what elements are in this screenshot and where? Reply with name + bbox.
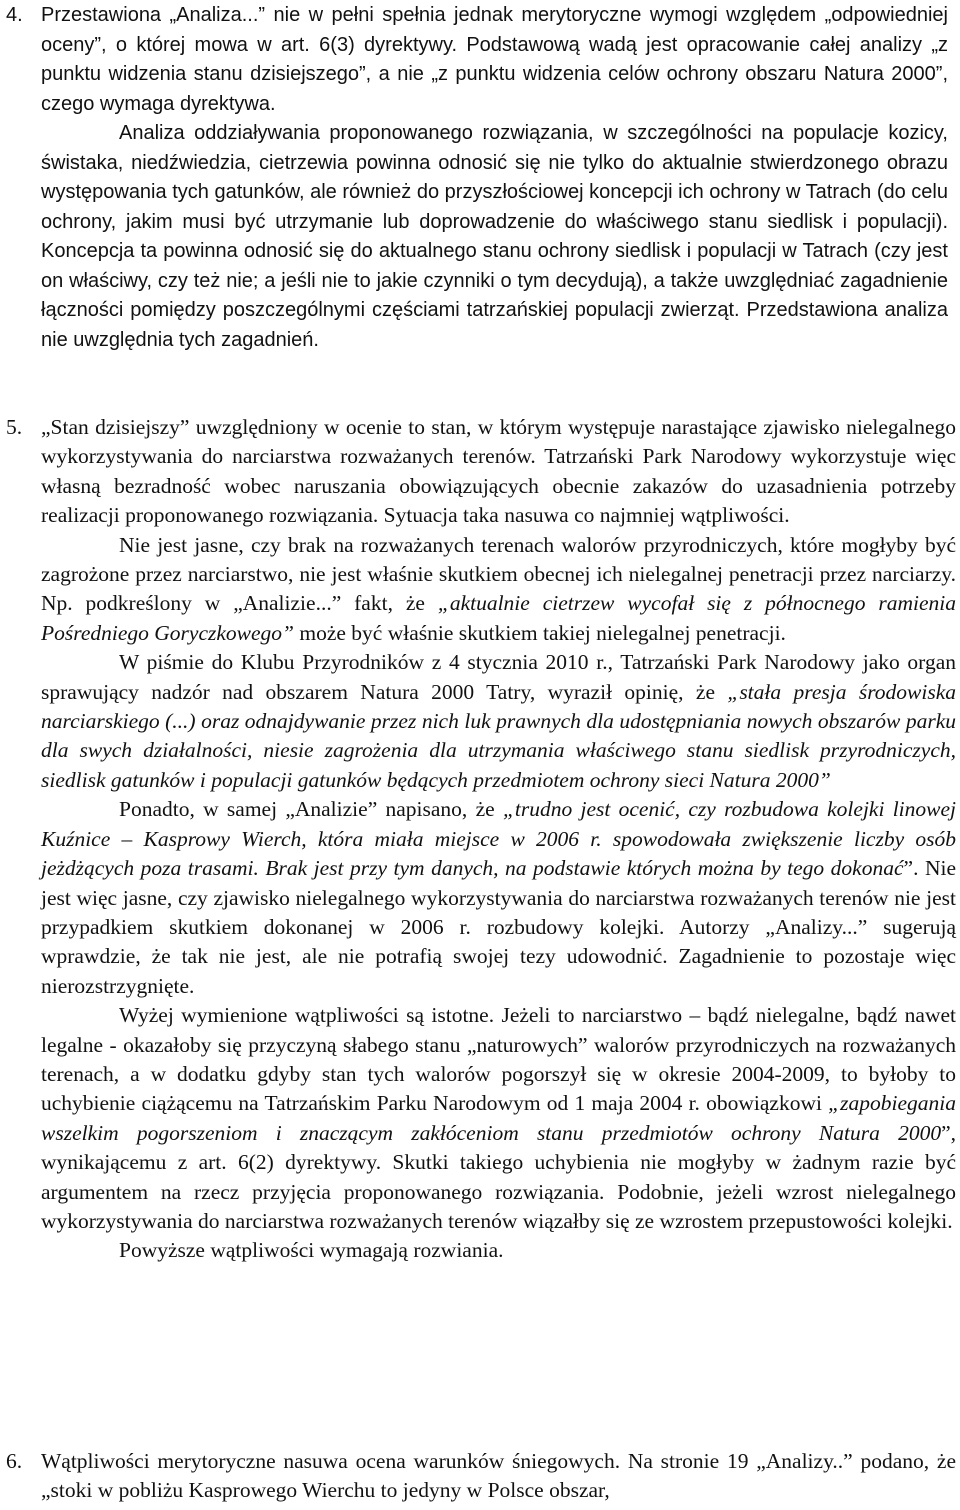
text-segment: Wątpliwości merytoryczne nasuwa ocena warunków śniegowych. Na stronie 19 „Analizy..” podano, że „stoki w pobliżu Kasprowego Wierchu to jedyny w Polsce obszar, — [41, 1449, 956, 1503]
text-segment: W piśmie do Klubu Przyrodników z 4 stycznia 2010 r., Tatrzański Park Narodowy jako organ sprawujący nadzór nad obszarem Natura 2000 Tatry, wyraził opinię, że — [41, 650, 956, 704]
paragraph — [41, 648, 956, 795]
italic-quote: „aktualnie cietrzew wycofał się z północnego ramienia Pośredniego Goryczkowego” — [41, 591, 956, 645]
paragraph — [41, 413, 956, 531]
list-item-4 — [0, 1, 960, 355]
text-segment: Powyższe wątpliwości wymagają rozwiania. — [119, 1238, 504, 1263]
item-number: 5. — [6, 415, 23, 439]
italic-quote: „stała presja środowiska narciarskiego (...) oraz odnajdywanie przez nich luk prawnych dla udostępniania nowych obszarów parku dla swych działalności, niesie zagrożenia dla utrzymania właściwego stanu siedlisk przyrodniczych, siedlisk gatunków i populacji gatunków będących przedmiotem ochrony sieci Natura 2000” — [41, 679, 956, 792]
text-segment: Analiza oddziaływania proponowanego rozwiązania, w szczególności na populacje kozicy, świstaka, niedźwiedzia, cietrzewia powinna odnosić się nie tylko do aktualnie stwierdzonego obrazu występowania tych gatunków, ale również do przyszłościowej koncepcji ich ochrony w Tatrach (do celu ochrony, jakim musi być utrzymanie lub doprowadzenie do właściwego stanu siedlisk i populacji). Koncepcja ta powinna odnosić się do aktualnego stanu ochrony siedlisk i populacji w Tatrach (czy jest on właściwy, czy też nie; a jeśli nie to jakie czynniki o tym decydują), a także uwzględniać zagadnienie łączności pomiędzy poszczególnymi częściami tatrzańskiej populacji zwierząt. Przedstawiona analiza nie uwzględnia tych zagadnień. — [41, 122, 948, 351]
italic-quote: „zapobiegania wszelkim pogorszeniom i znaczącym zakłóceniom stanu przedmiotów ochrony Natura 2000 — [41, 1091, 956, 1145]
paragraph — [41, 1, 948, 119]
item-number: 6. — [6, 1449, 23, 1473]
list-item-5 — [0, 413, 960, 1266]
italic-quote: „trudno jest ocenić, czy rozbudowa kolejki linowej Kuźnice – Kasprowy Wierch, która miała miejsce w 2006 r. spowodowała zwiększenie liczby osób jeżdżących poza trasami. Brak jest przy tym danych, na podstawie których można by tego dokonać — [41, 797, 957, 881]
text-segment: ”, wynikającemu z art. 6(2) dyrektywy. Skutki takiego uchybienia nie mogłyby w żadnym razie być argumentem na rzecz przyjęcia proponowanego rozwiązania. Podobnie, jeżeli wzrost nielegalnego wykorzystywania do narciarstwa rozważanych terenów wiązałby się ze wzrostem przepustowości kolejki. — [41, 1120, 956, 1233]
text-segment: ”. Nie jest więc jasne, czy zjawisko nielegalnego wykorzystywania do narciarstwa rozważanych terenów nie jest przypadkiem skutkiem dokonanej w 2006 r. rozbudowy kolejki. Autorzy „Analizy...” sugerują wprawdzie, że tak nie jest, ale nie potrafią swojej tezy udowodnić. Zagadnienie to pozostaje więc nierozstrzygnięte. — [41, 856, 956, 998]
paragraph — [41, 1001, 956, 1236]
item-number: 4. — [6, 4, 23, 26]
text-segment: „Stan dzisiejszy” uwzględniony w ocenie to stan, w którym występuje narastające zjawisko nielegalnego wykorzystywania do narciarstwa rozważanych terenów. Tatrzański Park Narodowy wykorzystuje więc własną bezradność wobec naruszania obowiązujących obecnie zakazów do uzasadnienia potrzeby realizacji proponowanego rozwiązania. Sytuacja taka nasuwa co najmniej wątpliwości. — [41, 415, 956, 528]
text-segment: Nie jest jasne, czy brak na rozważanych terenach walorów przyrodniczych, które mogłyby być zagrożone przez narciarstwo, nie jest właśnie skutkiem obecnej ich nielegalnej penetracji przez narciarzy. Np. podkreślony w „Analizie...” fakt, że — [41, 532, 956, 616]
text-segment: Ponadto, w samej „Analizie” napisano, że — [119, 797, 503, 822]
paragraph — [41, 119, 948, 355]
paragraph — [41, 795, 956, 1001]
list-item-6 — [0, 1447, 960, 1506]
paragraph — [41, 1236, 956, 1265]
text-segment: Wyżej wymienione wątpliwości są istotne. Jeżeli to narciarstwo – bądź nielegalne, bądź nawet legalne - okazałoby się przyczyną słabego stanu „naturowych” walorów przyrodniczych na rozważanych terenach, a w dodatku gdyby stan tych walorów pogorszył się w okresie 2004-2009, to byłoby to uchybienie ciążącemu na Tatrzańskim Parku Narodowym od 1 maja 2004 r. obowiązkowi — [41, 1003, 956, 1116]
text-segment: może być właśnie skutkiem takiej nielegalnej penetracji. — [293, 620, 786, 645]
paragraph — [41, 1447, 956, 1506]
text-segment: Przestawiona „Analiza...” nie w pełni spełnia jednak merytoryczne wymogi względem „odpowiedniej oceny”, o której mowa w art. 6(3) dyrektywy. Podstawową wadą jest opracowanie całej analizy „z punktu widzenia stanu dzisiejszego”, a nie „z punktu widzenia celów ochrony obszaru Natura 2000”, czego wymaga dyrektywa. — [41, 4, 948, 115]
paragraph — [41, 531, 956, 649]
